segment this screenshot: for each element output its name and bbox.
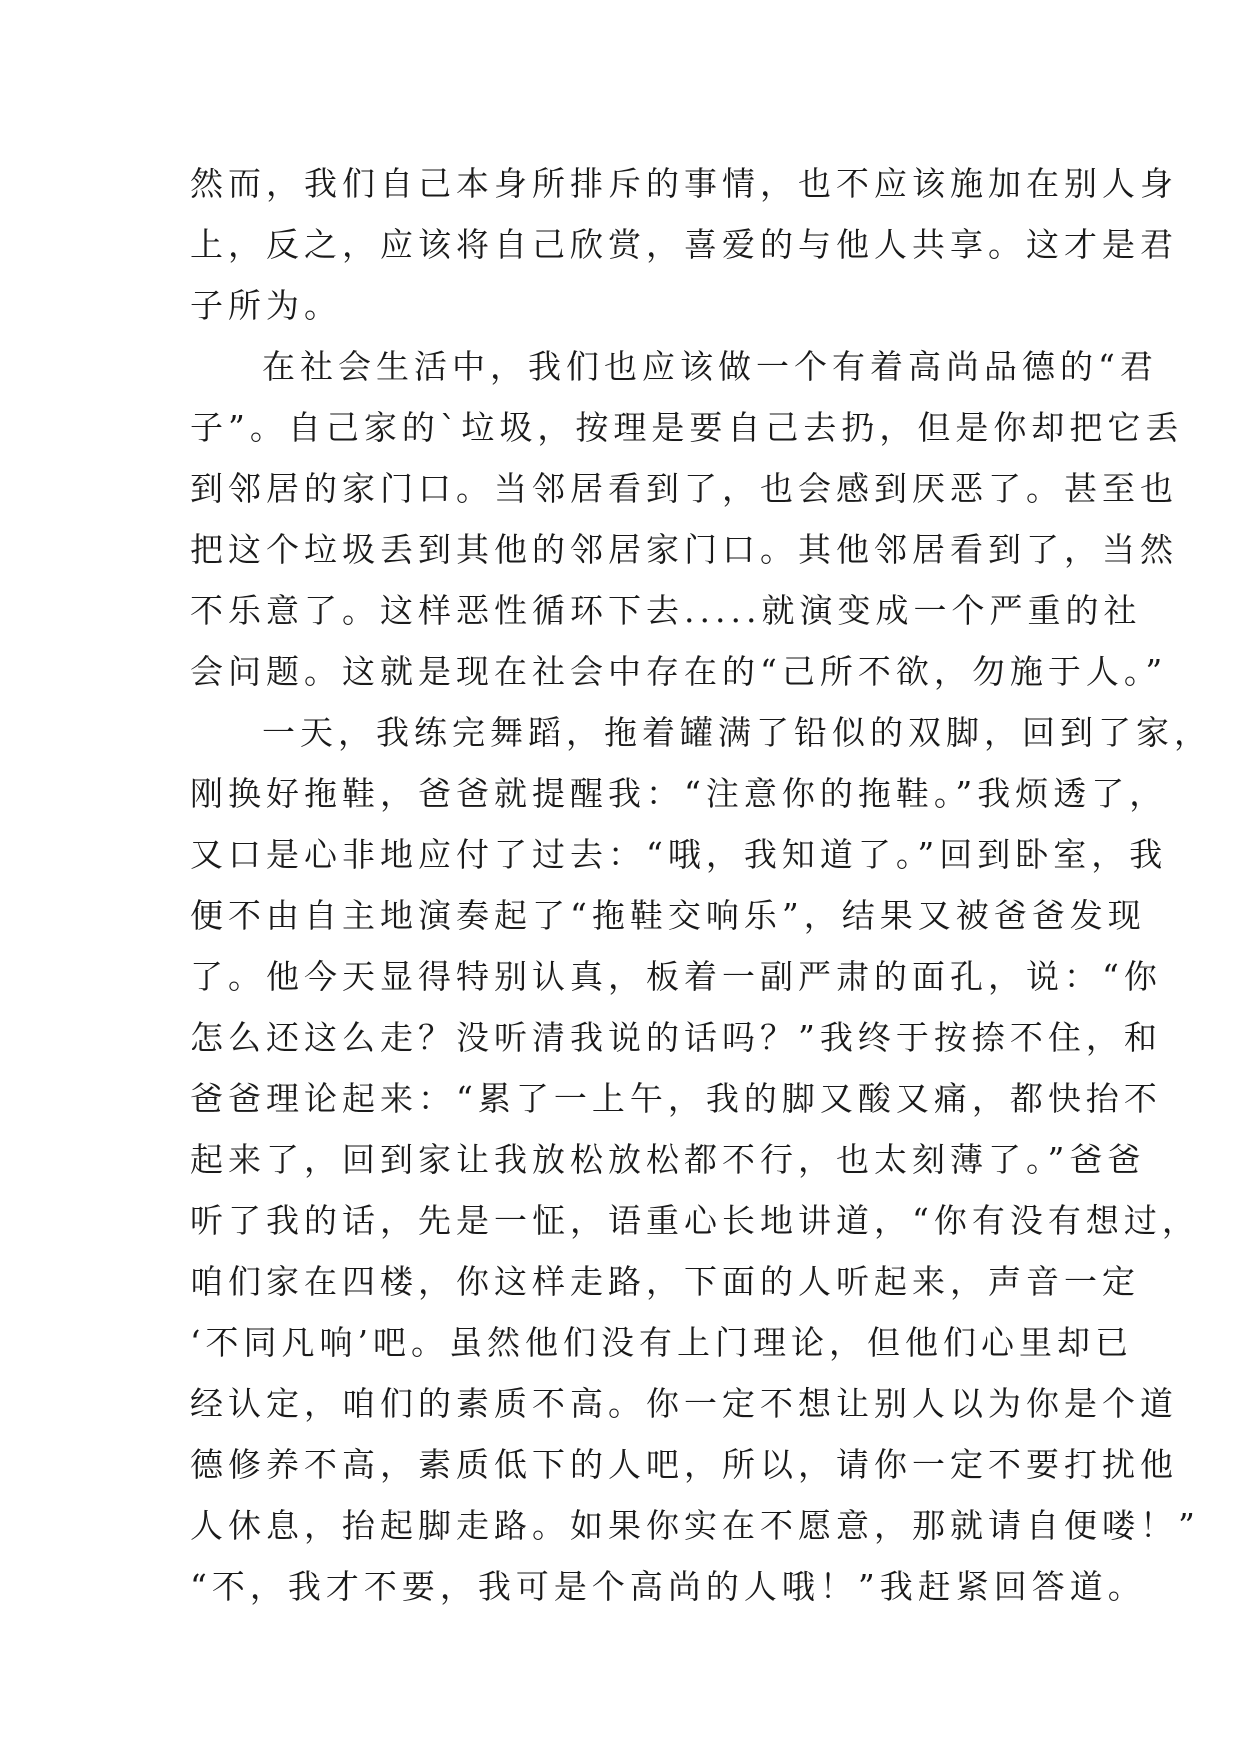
paragraph-start-line: 在社会生活中，我们也应该做一个有着高尚品德的“君: [262, 347, 1158, 386]
text-line: 会问题。这就是现在社会中存在的“己所不欲，勿施于人。”: [190, 652, 1168, 691]
document-body: [190, 153, 1212, 1617]
text-line: ‘不同凡响’吧。虽然他们没有上门理论，但他们心里却已: [190, 1323, 1133, 1362]
text-line: 起来了，回到家让我放松放松都不行，也太刻薄了。”爸爸: [190, 1140, 1146, 1179]
text-line: 听了我的话，先是一怔，语重心长地讲道，“你有没有想过，: [190, 1201, 1200, 1240]
text-line: 人休息，抬起脚走路。如果你实在不愿意，那就请自便喽！”: [190, 1506, 1200, 1545]
text-line: 把这个垃圾丢到其他的邻居家门口。其他邻居看到了，当然: [190, 530, 1178, 569]
text-line: “不，我才不要，我可是个高尚的人哦！”我赶紧回答道。: [190, 1567, 1146, 1606]
text-line: 不乐意了。这样恶性循环下去.....就演变成一个严重的社: [190, 591, 1142, 630]
text-line: 刚换好拖鞋，爸爸就提醒我：“注意你的拖鞋。”我烦透了，: [190, 774, 1168, 813]
text-line: 上，反之，应该将自己欣赏，喜爱的与他人共享。这才是君: [190, 225, 1178, 264]
text-line: 怎么还这么走？没听清我说的话吗？”我终于按捺不住，和: [190, 1018, 1162, 1057]
text-line: 爸爸理论起来：“累了一上午，我的脚又酸又痛，都快抬不: [190, 1079, 1162, 1118]
text-line: 咱们家在四楼，你这样走路，下面的人听起来，声音一定: [190, 1262, 1140, 1301]
text-line: 又口是心非地应付了过去：“哦，我知道了。”回到卧室，我: [190, 835, 1168, 874]
text-line: 到邻居的家门口。当邻居看到了，也会感到厌恶了。甚至也: [190, 469, 1178, 508]
text-line: 子所为。: [190, 286, 342, 325]
text-line: 了。他今天显得特别认真，板着一副严肃的面孔，说：“你: [190, 957, 1162, 996]
text-line: 经认定，咱们的素质不高。你一定不想让别人以为你是个道: [190, 1384, 1178, 1423]
text-line: 子”。自己家的`垃圾，按理是要自己去扔，但是你却把它丢: [190, 408, 1184, 447]
text-line: 然而，我们自己本身所排斥的事情，也不应该施加在别人身: [190, 164, 1178, 203]
paragraph-start-line: 一天，我练完舞蹈，拖着罐满了铅似的双脚，回到了家，: [262, 713, 1212, 752]
text-line: 德修养不高，素质低下的人吧，所以，请你一定不要打扰他: [190, 1445, 1178, 1484]
text-line: 便不由自主地演奏起了“拖鞋交响乐”，结果又被爸爸发现: [190, 896, 1146, 935]
